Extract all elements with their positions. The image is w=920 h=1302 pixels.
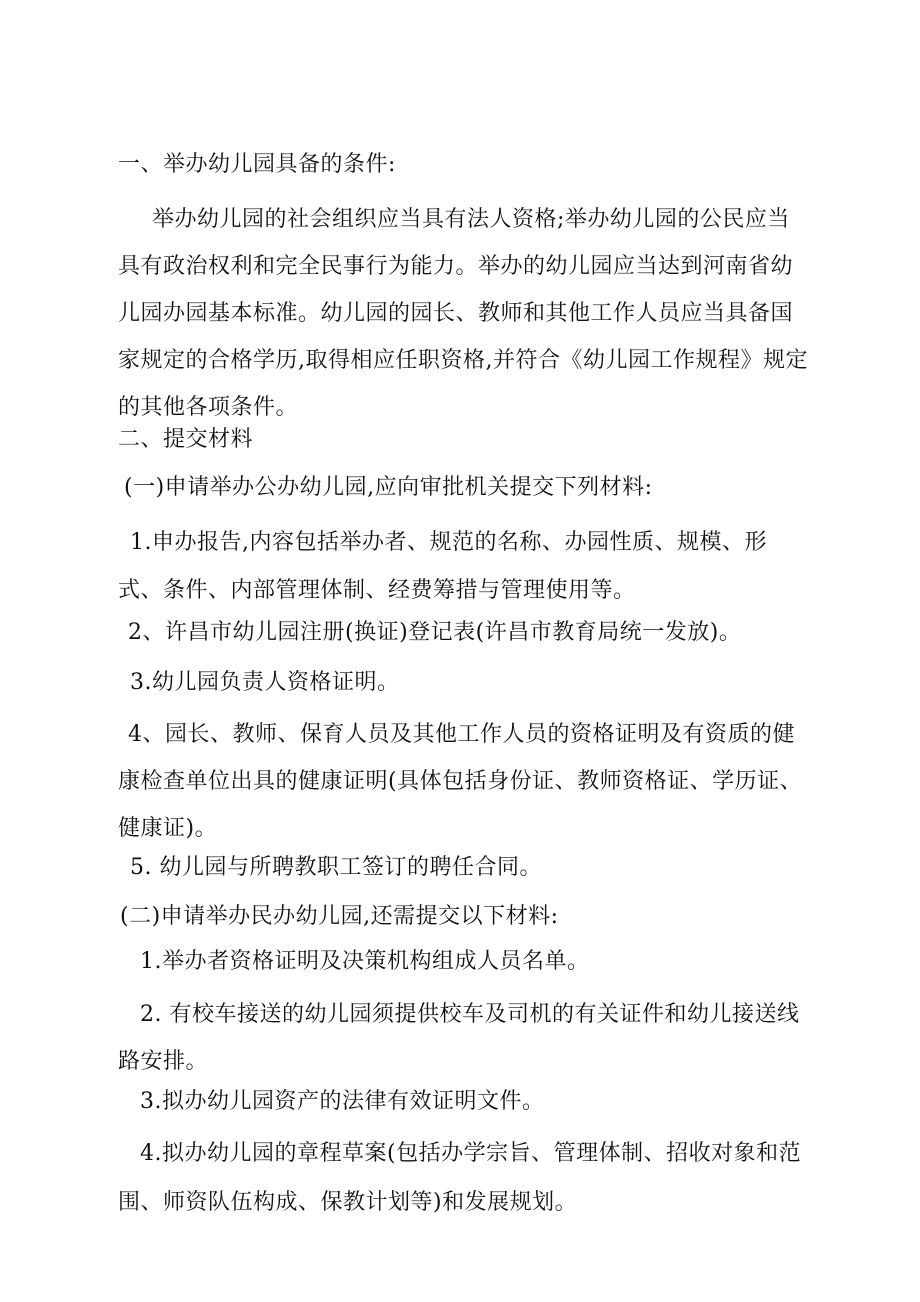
section-heading-conditions: 一、举办幼儿园具备的条件:	[118, 152, 396, 177]
list-item: 4.拟办幼儿园的章程草案(包括办学宗旨、管理体制、招收对象和范围、师资队伍构成、保教计划等)和发展规划。	[118, 1141, 802, 1215]
subsection-heading-public: (一)申请举办公办幼儿园,应向审批机关提交下列材料:	[124, 475, 653, 500]
conditions-paragraph: 举办幼儿园的社会组织应当具有法人资格;举办幼儿园的公民应当具有政治权利和完全民事行为能力。举办的幼儿园应当达到河南省幼儿园办园基本标准。幼儿园的园长、教师和其他工作人员应当具备国家规定的合格学历,取得相应任职资格,并符合《幼儿园工作规程》规定的其他各项条件。	[118, 207, 808, 420]
list-item: 2. 有校车接送的幼儿园须提供校车及司机的有关证件和幼儿接送线路安排。	[118, 1002, 800, 1074]
list-item: 1.举办者资格证明及决策机构组成人员名单。	[140, 949, 590, 974]
list-item: 5. 幼儿园与所聘教职工签订的聘任合同。	[130, 855, 542, 880]
list-item: 3.拟办幼儿园资产的法律有效证明文件。	[140, 1089, 545, 1114]
list-item: 1.申办报告,内容包括举办者、规范的名称、办园性质、规模、形式、条件、内部管理体制、经费筹措与管理使用等。	[118, 530, 767, 603]
section-heading-materials: 二、提交材料	[118, 427, 254, 452]
list-item: 4、园长、教师、保育人员及其他工作人员的资格证明及有资质的健康检查单位出具的健康证明(具体包括身份证、教师资格证、学历证、健康证)。	[118, 722, 803, 841]
subsection-heading-private: (二)申请举办民办幼儿园,还需提交以下材料:	[120, 904, 559, 929]
list-item: 2、许昌市幼儿园注册(换证)登记表(许昌市教育局统一发放)。	[128, 620, 742, 645]
list-item: 3.幼儿园负责人资格证明。	[130, 670, 400, 695]
